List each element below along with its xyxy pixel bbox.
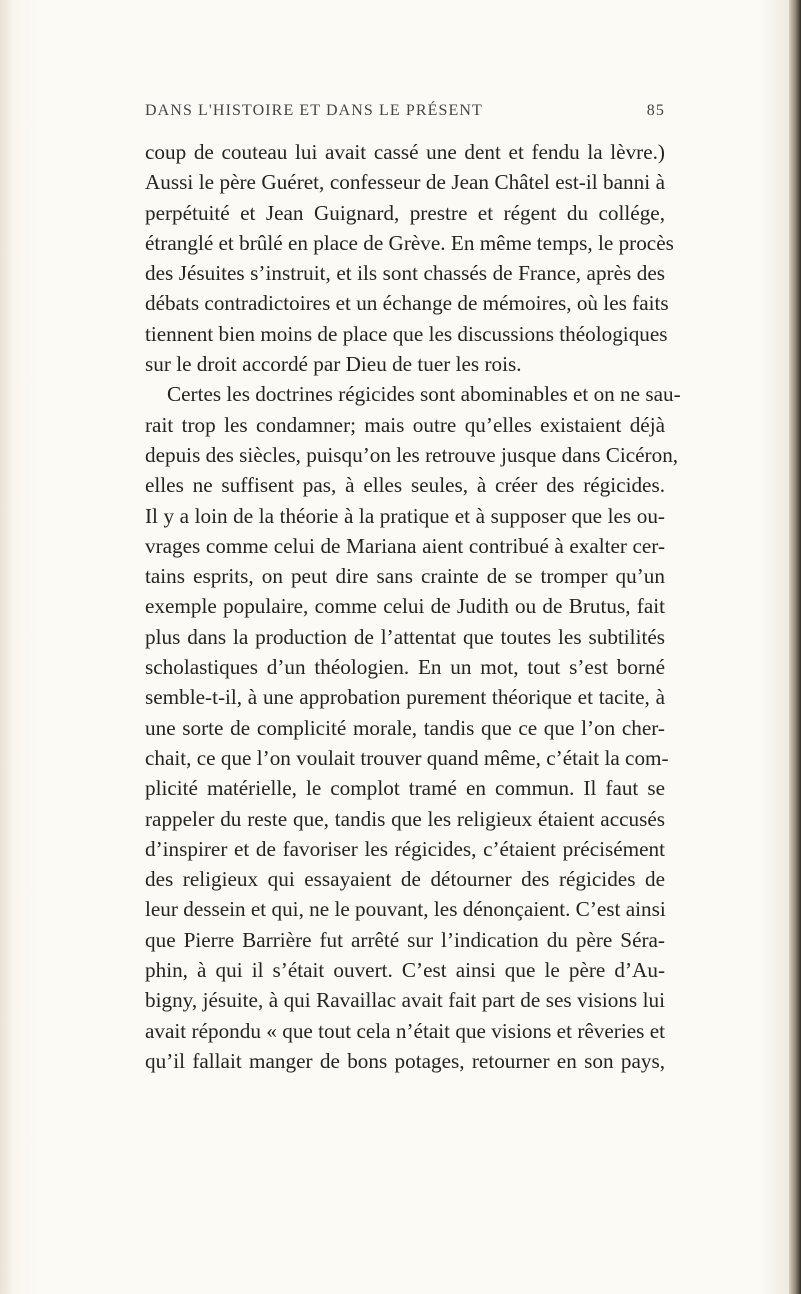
page-edge [789,0,801,1294]
text-line: Aussi le père Guéret, confesseur de Jean Châtel est-il banni à [145,170,665,195]
text-line: tains esprits, on peut dire sans crainte de se tromper qu’un [145,564,665,589]
text-line: perpétuité et Jean Guignard, prestre et régent du collége, [145,200,665,225]
text-line: plicité matérielle, le complot tramé en commun. Il faut se [145,776,665,801]
body-text [145,137,681,1076]
text-line: sur le droit accordé par Dieu de tuer les rois. [145,352,522,377]
text-line: étranglé et brûlé en place de Grève. En même temps, le procès [145,230,674,255]
text-line: depuis des siècles, puisqu’on les retrouve jusque dans Cicéron, [145,442,679,467]
text-line: rappeler du reste que, tandis que les religieux étaient accusés [145,806,665,831]
text-line: des religieux qui essayaient de détourner des régicides de [145,867,665,892]
text-line: vrages comme celui de Mariana aient contribué à exalter cer- [145,533,665,558]
text-line: qu’il fallait manger de bons potages, retourner en son pays, [145,1048,665,1073]
text-line: exemple populaire, comme celui de Judith ou de Brutus, fait [145,594,665,619]
running-head-title: DANS L'HISTOIRE ET DANS LE PRÉSENT [145,102,483,119]
text-line: d’inspirer et de favoriser les régicides, c’étaient précisément [145,836,665,861]
text-line: que Pierre Barrière fut arrêté sur l’indication du père Séra- [145,927,665,952]
text-line: leur dessein et qui, ne le pouvant, les dénonçaient. C’est ainsi [145,897,666,922]
text-line: elles ne suffisent pas, à elles seules, à créer des régicides. [145,473,665,498]
text-line: Certes les doctrines régicides sont abominables et on ne sau- [167,382,681,407]
text-line: tiennent bien moins de place que les discussions théologiques [145,321,668,346]
text-line: Il y a loin de la théorie à la pratique et à supposer que les ou- [145,503,665,528]
text-line: avait répondu « que tout cela n’était que visions et rêveries et [145,1018,665,1043]
page-gutter-shadow [0,0,14,1294]
text-line: rait trop les condamner; mais outre qu’elles existaient déjà [145,412,665,437]
text-line: phin, à qui il s’était ouvert. C’est ainsi que le père d’Au- [145,958,665,983]
text-line: bigny, jésuite, à qui Ravaillac avait fait part de ses visions lui [145,988,665,1013]
running-head [145,102,665,124]
page-number: 85 [646,102,665,119]
text-line: chait, ce que l’on voulait trouver quand même, c’était la com- [145,745,669,770]
text-line: scholastiques d’un théologien. En un mot, tout s’est borné [145,655,665,680]
text-line: plus dans la production de l’attentat que toutes les subtilités [145,624,665,649]
text-line: une sorte de complicité morale, tandis que ce que l’on cher- [145,715,665,740]
text-line: coup de couteau lui avait cassé une dent et fendu la lèvre.) [145,140,665,164]
text-line: semble-t-il, à une approbation purement théorique et tacite, à [145,685,665,710]
text-line: débats contradictoires et un échange de mémoires, où les faits [145,291,669,316]
text-line: des Jésuites s’instruit, et ils sont chassés de France, après des [145,261,665,286]
